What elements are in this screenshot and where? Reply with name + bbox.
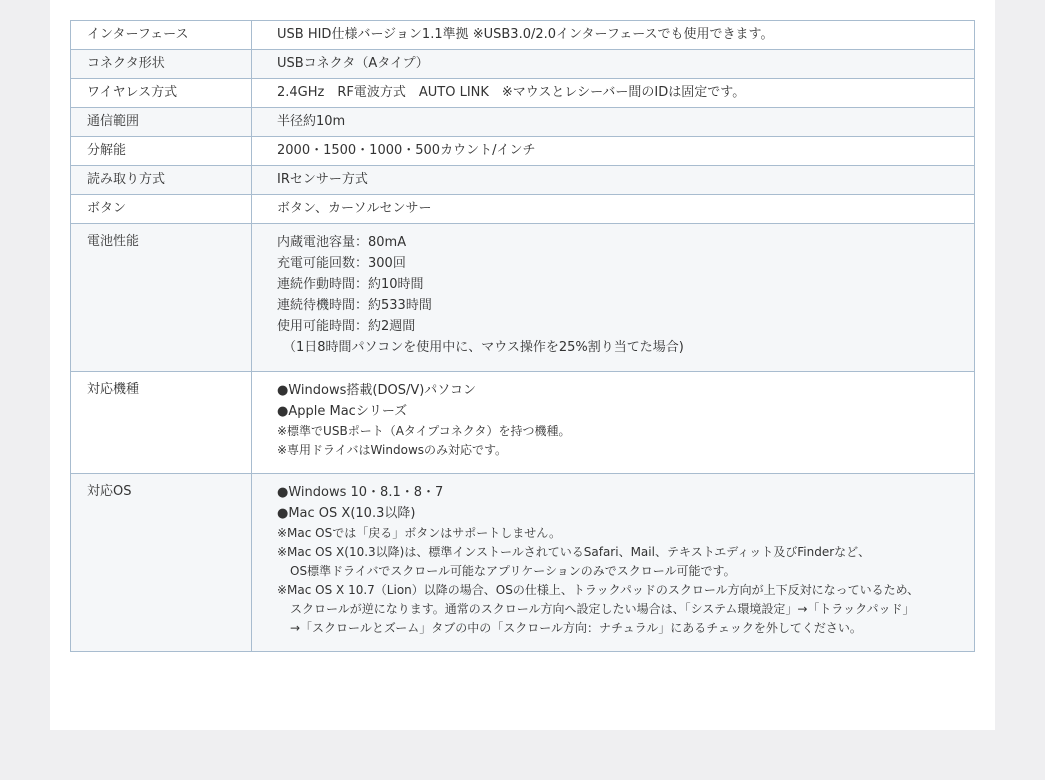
spec-value-note: ※Mac OS X 10.7（Lion）以降の場合、OSの仕様上、トラックパッドのスクロール方向が上下反対になっているため、 <box>277 583 920 597</box>
spec-row-buttons <box>71 195 975 224</box>
spec-row-compatible-models <box>71 372 975 474</box>
spec-value-line: 内蔵電池容量：80mA <box>277 235 407 250</box>
spec-value-note: OS標準ドライバでスクロール可能なアプリケーションのみでスクロール可能です。 <box>290 564 736 578</box>
spec-value-note: ※標準でUSBポート（Aタイプコネクタ）を持つ機種。 <box>277 424 571 438</box>
spec-label: 対応OS <box>71 474 252 652</box>
spec-row-compatible-os <box>71 474 975 652</box>
spec-value <box>252 137 975 166</box>
spec-value-line: ●Apple Macシリーズ <box>277 404 408 419</box>
spec-value-line: IRセンサー方式 <box>277 172 368 187</box>
spec-value-note: ※専用ドライバはWindowsのみ対応です。 <box>277 443 508 457</box>
spec-value-line: 連続作動時間：約10時間 <box>277 277 424 292</box>
content-panel <box>50 0 995 730</box>
spec-value-line: ●Windows 10・8.1・8・7 <box>277 485 444 500</box>
spec-value <box>252 166 975 195</box>
spec-value-note: ※Mac OSでは「戻る」ボタンはサポートしません。 <box>277 526 561 540</box>
spec-value-line: USBコネクタ（Aタイプ） <box>277 56 429 71</box>
spec-value <box>252 195 975 224</box>
spec-value-line: USB HID仕様バージョン1.1準拠 ※USB3.0/2.0インターフェースでも使用できます。 <box>277 27 774 42</box>
spec-value-line: ●Windows搭載(DOS/V)パソコン <box>277 383 477 398</box>
spec-row-sensor <box>71 166 975 195</box>
spec-value-line: ボタン、カーソルセンサー <box>277 201 432 216</box>
spec-row-resolution <box>71 137 975 166</box>
spec-value <box>252 372 975 474</box>
spec-row-range <box>71 108 975 137</box>
spec-label: 分解能 <box>71 137 252 166</box>
spec-value-line: （1日8時間パソコンを使用中に、マウス操作を25%割り当てた場合) <box>283 340 684 355</box>
spec-value <box>252 21 975 50</box>
spec-value <box>252 474 975 652</box>
spec-table <box>70 20 975 652</box>
spec-row-interface <box>71 21 975 50</box>
spec-value-line: 2.4GHz RF電波方式 AUTO LINK ※マウスとレシーバー間のIDは固定です。 <box>277 85 746 100</box>
spec-value-line: 半径約10m <box>277 114 346 129</box>
spec-value <box>252 108 975 137</box>
spec-value-line: 充電可能回数：300回 <box>277 256 406 271</box>
spec-value <box>252 224 975 372</box>
spec-label: 対応機種 <box>71 372 252 474</box>
spec-value-note: スクロールが逆になります。通常のスクロール方向へ設定したい場合は、「システム環境設定」→「トラックパッド」 <box>290 602 915 616</box>
spec-label: 電池性能 <box>71 224 252 372</box>
spec-value-note: →「スクロールとズーム」タブの中の「スクロール方向：ナチュラル」にあるチェックを外してください。 <box>290 621 862 635</box>
spec-label: コネクタ形状 <box>71 50 252 79</box>
spec-label: ワイヤレス方式 <box>71 79 252 108</box>
spec-value-line: ●Mac OS X(10.3以降) <box>277 506 416 521</box>
spec-row-battery <box>71 224 975 372</box>
spec-value <box>252 79 975 108</box>
spec-label: 通信範囲 <box>71 108 252 137</box>
spec-row-connector <box>71 50 975 79</box>
spec-value-line: 使用可能時間：約2週間 <box>277 319 416 334</box>
spec-row-wireless <box>71 79 975 108</box>
spec-value-note: ※Mac OS X(10.3以降)は、標準インストールされているSafari、Mail、テキストエディット及びFinderなど、 <box>277 545 871 559</box>
spec-value <box>252 50 975 79</box>
spec-value-line: 連続待機時間：約533時間 <box>277 298 432 313</box>
spec-label: インターフェース <box>71 21 252 50</box>
spec-value-line: 2000・1500・1000・500カウント/インチ <box>277 143 536 158</box>
spec-label: 読み取り方式 <box>71 166 252 195</box>
spec-label: ボタン <box>71 195 252 224</box>
